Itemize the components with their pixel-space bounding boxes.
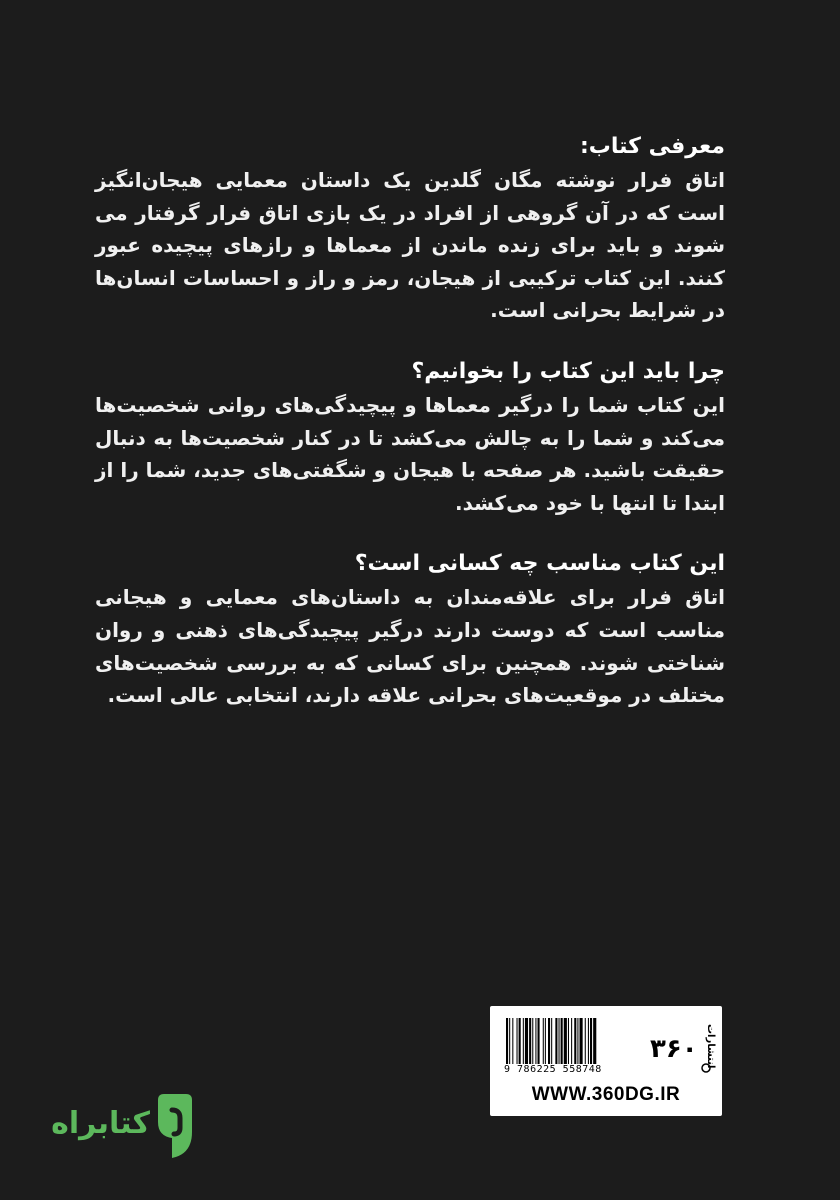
- section-title: این کتاب مناسب چه کسانی است؟: [354, 551, 725, 577]
- barcode-bar: [535, 1018, 536, 1064]
- barcode-bar: [585, 1018, 586, 1064]
- publisher-website: WWW.360DG.IR: [531, 1084, 681, 1105]
- barcode-bar: [529, 1018, 531, 1064]
- barcode-bar: [593, 1018, 596, 1064]
- barcode-bar: [590, 1018, 592, 1064]
- barcode-bar: [532, 1018, 533, 1064]
- section-body: اتاق فرار برای علاقه‌مندان به داستان‌های معمایی و هیجانی مناسب است که دوست دارند درگیر پیچیدگی‌های ذهنی و روان شناختی شوند. همچنین برای کسانی که به بررسی شخصیت‌های مختلف در موقعیت‌های بحرانی علاقه دارند، انتخابی عالی است.: [95, 585, 725, 708]
- bookmark-leaf-icon: [150, 1092, 196, 1162]
- barcode-bar: [517, 1018, 518, 1064]
- section-introduction: [95, 130, 725, 327]
- barcode-bar: [564, 1018, 567, 1064]
- barcode-bar: [523, 1018, 524, 1064]
- barcode-bar: [561, 1018, 563, 1064]
- watermark-logo-text: کتابراه: [51, 1106, 150, 1141]
- cover-text-content: [95, 130, 725, 740]
- section-body: اتاق فرار نوشته مگان گلدین یک داستان معمایی هیجان‌انگیز است که در آن گروهی از افراد در یک بازی اتاق فرار گرفتار می شوند و باید برای زنده ماندن از معماها و رازهای پیچیده عبور کنند. این کتاب ترکیبی از هیجان، رمز و راز و احساسات انسان‌ها در شرایط بحرانی است.: [95, 168, 725, 323]
- barcode-bar: [559, 1018, 560, 1064]
- publisher-logo-number: ۳۶۰: [650, 1034, 698, 1064]
- barcode-bar: [506, 1018, 508, 1064]
- barcode-bar: [577, 1018, 578, 1064]
- barcode-bar: [509, 1018, 510, 1064]
- barcode-bar: [555, 1018, 557, 1064]
- barcode-bar: [568, 1018, 569, 1064]
- barcode-bar: [588, 1018, 589, 1064]
- barcode-icon: [504, 1018, 652, 1064]
- section-body: این کتاب شما را درگیر معماها و پیچیدگی‌های روانی شخصیت‌ها می‌کند و شما را به چالش می‌کشد تا در کنار شخصیت‌ها به دنبال حقیقت باشید. هر صفحه با هیجان و شگفتی‌های جدید، شما را از ابتدا تا انتها با خود می‌کشد.: [95, 392, 725, 515]
- barcode-bar: [512, 1018, 513, 1064]
- isbn-number: 9 786225 558748: [504, 1064, 602, 1075]
- ketabrah-watermark: [36, 1092, 196, 1162]
- barcode-bar: [525, 1018, 528, 1064]
- barcode-bar: [548, 1018, 550, 1064]
- section-title: معرفی کتاب:: [580, 134, 725, 159]
- barcode-bar: [543, 1018, 544, 1064]
- section-why-read: [95, 355, 725, 519]
- barcode-bar: [580, 1018, 583, 1064]
- barcode-bar: [574, 1018, 576, 1064]
- barcode-bar: [519, 1018, 521, 1064]
- barcode-bar: [545, 1018, 546, 1064]
- barcode-bar: [571, 1018, 572, 1064]
- barcode-bar: [551, 1018, 552, 1064]
- publisher-name: انتشارات: [705, 1023, 716, 1069]
- section-title: چرا باید این کتاب را بخوانیم؟: [411, 358, 725, 384]
- barcode-box: [490, 1006, 722, 1116]
- barcode-bar: [538, 1018, 540, 1064]
- section-audience: [95, 547, 725, 711]
